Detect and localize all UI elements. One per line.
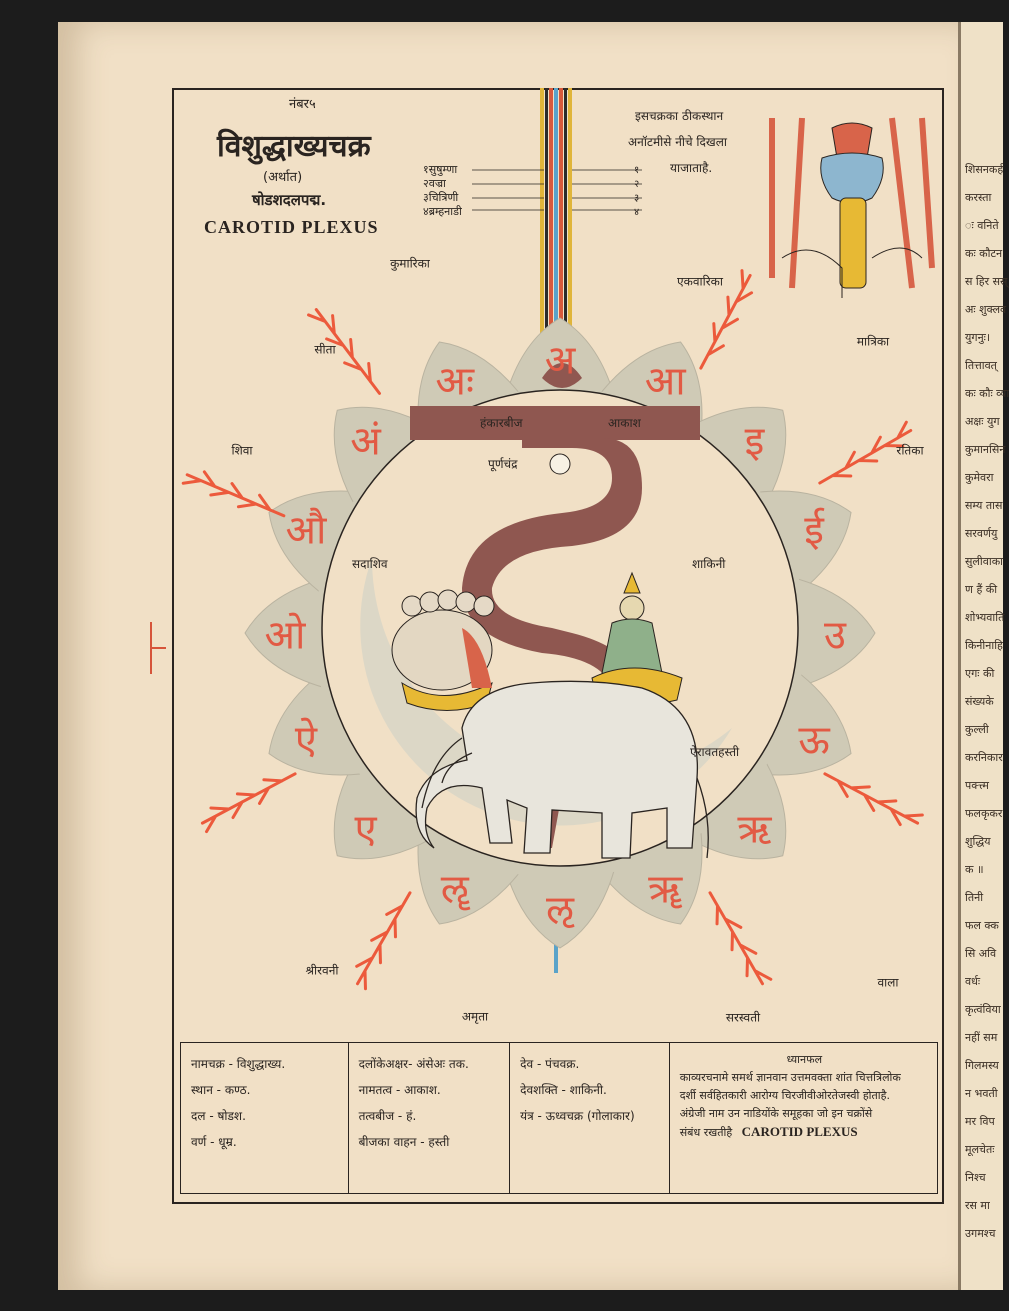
next-page-fragment: संख्यके (965, 695, 994, 708)
bija-label: हंकारबीज (480, 416, 523, 430)
next-page-fragment: युगनुः। (965, 331, 991, 344)
next-page-fragment: सि अवि (965, 947, 997, 960)
table-cell: नामचक्र - विशुद्धाख्य. (191, 1057, 286, 1071)
nerve-branch (710, 893, 771, 984)
registration-mark-vertical (150, 622, 152, 674)
next-page-fragment: गिलमस्य (965, 1059, 999, 1072)
table-col-1 (181, 1043, 349, 1193)
table-cell: वर्ण - धूम्र. (191, 1135, 237, 1149)
petal-letter: इ (744, 418, 765, 465)
chakra-info-table (180, 1042, 938, 1194)
next-page-fragment: सुलीवाका (965, 555, 1004, 568)
next-page-fragment: वर्धः (965, 975, 981, 988)
nadi-label-3: ३चित्रिणी (423, 191, 459, 204)
petal-letter: उ (824, 612, 846, 659)
table-cell: दलोंकेअक्षर- अंसेअः तक. (358, 1057, 469, 1071)
next-page-fragment: तिनी (965, 891, 984, 904)
nadi-num-4: ४ (634, 207, 640, 218)
next-page-fragment: मर विप (965, 1115, 995, 1128)
next-page-fragment: मूलचेतः (965, 1143, 995, 1156)
full-moon-dot (550, 454, 570, 474)
next-page-fragment: एगः की (965, 667, 995, 680)
akasha-label: आकाश (608, 416, 641, 430)
next-page-fragment: सरवर्णयु (965, 527, 998, 540)
table-cell: बीजका वाहन - हस्ती (358, 1135, 450, 1149)
petal-name-vala: वाला (877, 975, 899, 990)
petal-name-ratika: रतिका (896, 443, 924, 458)
petal-name-shiva: शिवा (231, 443, 253, 458)
location-note-line2: अनॉटमीसे नीचे दिखला (628, 135, 727, 149)
table-cell: दल - षोडश. (191, 1109, 246, 1123)
dhyana-line: अंग्रेजी नाम उन नाडियोंके समूहका जो इन चक्रोंसे (679, 1107, 873, 1120)
subtitle-sanskrit: षोडशदलपद्म. (252, 191, 327, 209)
moon-label: पूर्णचंद्र (488, 457, 518, 471)
next-page-fragment: कुमानसिन (965, 443, 1006, 456)
table-cell: नामतत्व - आकाश. (358, 1083, 441, 1097)
next-page-fragment: न भवती (965, 1087, 998, 1100)
next-page-fragment: करनिकार (965, 751, 1003, 764)
petal-name-shrirakhani: श्रीरवनी (305, 963, 339, 978)
nadi-num-3: ३ (634, 193, 640, 204)
table-cell: स्थान - कण्ठ. (191, 1083, 251, 1097)
throat-anatomy-sketch (762, 118, 932, 298)
next-page-fragment: उगमश्च (965, 1227, 996, 1240)
petal-name-ekvarika: एकवारिका (677, 274, 723, 289)
next-page-fragment: ण हैं की (965, 583, 998, 596)
nerve-branch (357, 893, 410, 989)
dhyana-english: CAROTID PLEXUS (741, 1124, 858, 1139)
next-page-fragment: स हिर सस् (965, 275, 1008, 288)
next-page-fragment: कः कौः व्या (965, 387, 1009, 400)
petal-letter: औ (285, 507, 327, 554)
petal-letter: अ (544, 337, 576, 384)
elephant-label: ऐरावतहस्ती (690, 745, 740, 759)
dhyana-line: संबंध रखतीहै (679, 1126, 733, 1139)
table-cell: तत्वबीज - हं. (358, 1109, 417, 1123)
registration-mark (150, 647, 166, 649)
nadi-label-2: २वज्रा (423, 177, 446, 190)
shakini-label: शाकिनी (692, 557, 726, 571)
location-note-line1: इसचक्रका ठीकस्थान (635, 109, 724, 123)
next-page-fragment: सम्य तास (965, 499, 1003, 512)
table-col-dhyana (670, 1043, 937, 1193)
subtitle: (अर्थात) (263, 170, 303, 185)
nadi-num-2: २ (634, 179, 640, 190)
next-page-fragment: पक्त्त्म (965, 779, 989, 792)
petal-name-saraswati: सरस्वती (725, 1010, 761, 1025)
petal-letter: ॡ (440, 866, 469, 913)
nerve-branch (202, 774, 295, 832)
petal-letter: आ (644, 358, 686, 405)
adjacent-page-edge (958, 22, 1009, 1290)
page-title: विशुद्धाख्यचक्र (217, 129, 371, 164)
petal-letter: अं (350, 418, 381, 465)
dhyana-title: ध्यानफल (786, 1053, 823, 1066)
table-col-3 (510, 1043, 670, 1193)
next-page-fragment: कुल्ली (965, 723, 989, 736)
next-page-fragment: फल क्क (965, 919, 999, 932)
petal-letter: ओ (264, 612, 306, 659)
location-note-line3: याजाताहै. (670, 161, 713, 175)
nerve-branch (183, 472, 284, 516)
next-page-fragment: शुद्धिय (965, 835, 991, 848)
english-title: CAROTID PLEXUS (204, 217, 379, 237)
next-page-fragment: कः कौटन (965, 247, 1003, 260)
table-cell: यंत्र - ऊध्वचक्र (गोलाकार) (520, 1109, 635, 1123)
sadashiva-label: सदाशिव (352, 557, 388, 571)
petal-letter: ए (354, 806, 377, 853)
petal-letter: ॠ (648, 866, 683, 913)
table-cell: देव - पंचवक्र. (520, 1057, 580, 1071)
next-page-fragment: कृत्वंविया (965, 1003, 1001, 1016)
next-page-fragment: नहीं सम (965, 1031, 998, 1044)
dhyana-line: काव्यरचनामे समर्थ ज्ञानवान उत्तमवक्ता शांत चित्तत्रिलोक (679, 1071, 901, 1084)
next-page-fragment: शोभ्यवाति (965, 611, 1005, 624)
petal-letter: ऋ (737, 806, 772, 853)
next-page-fragment: कुमेवरा (965, 471, 994, 484)
next-page-fragment: निश्च (965, 1171, 986, 1184)
petal-name-matrika: मात्रिका (856, 334, 890, 349)
next-page-fragment: करस्ता (965, 191, 992, 204)
petal-letter: ऊ (798, 717, 830, 764)
petal-letter: ऐ (294, 717, 317, 764)
petal-name-sita: सीता (314, 342, 336, 357)
petal-letter: ई (804, 507, 824, 554)
next-page-fragment: क ॥ (965, 863, 984, 876)
petal-name-kumarika: कुमारिका (390, 256, 430, 271)
petal-name-amrita: अमृता (461, 1009, 489, 1024)
nerve-branch (825, 774, 922, 825)
next-page-fragment: फलकृकर (965, 807, 1003, 820)
petal-letter: अः (435, 358, 475, 405)
next-page-fragment: रस मा (965, 1199, 990, 1212)
dhyana-line: दर्शी सर्वहितकारी आरोग्य चिरजीवीओरतेजस्वी होताहै. (679, 1089, 890, 1102)
table-cell: देवशक्ति - शाकिनी. (520, 1083, 607, 1097)
next-page-fragment: तित्तावत् (965, 359, 997, 372)
next-page-fragment: शिसनकर्ह (965, 163, 1004, 176)
next-page-fragment: किनीनाहि (965, 639, 1003, 652)
plate-number: नंबर५ (289, 97, 316, 112)
nadi-label-4: ४ब्रम्हनाडी (423, 205, 462, 218)
nadi-label-1: १सुषुम्णा (423, 163, 458, 176)
next-page-fragment: ः वनिते (965, 219, 999, 232)
next-page-fragment: अः शुक्लव (965, 303, 1007, 316)
table-col-2 (349, 1043, 511, 1193)
petal-letter: ऌ (546, 887, 574, 934)
nadi-num-1: १ (634, 165, 640, 176)
next-page-fragment: अक्षः युग (965, 415, 1000, 428)
